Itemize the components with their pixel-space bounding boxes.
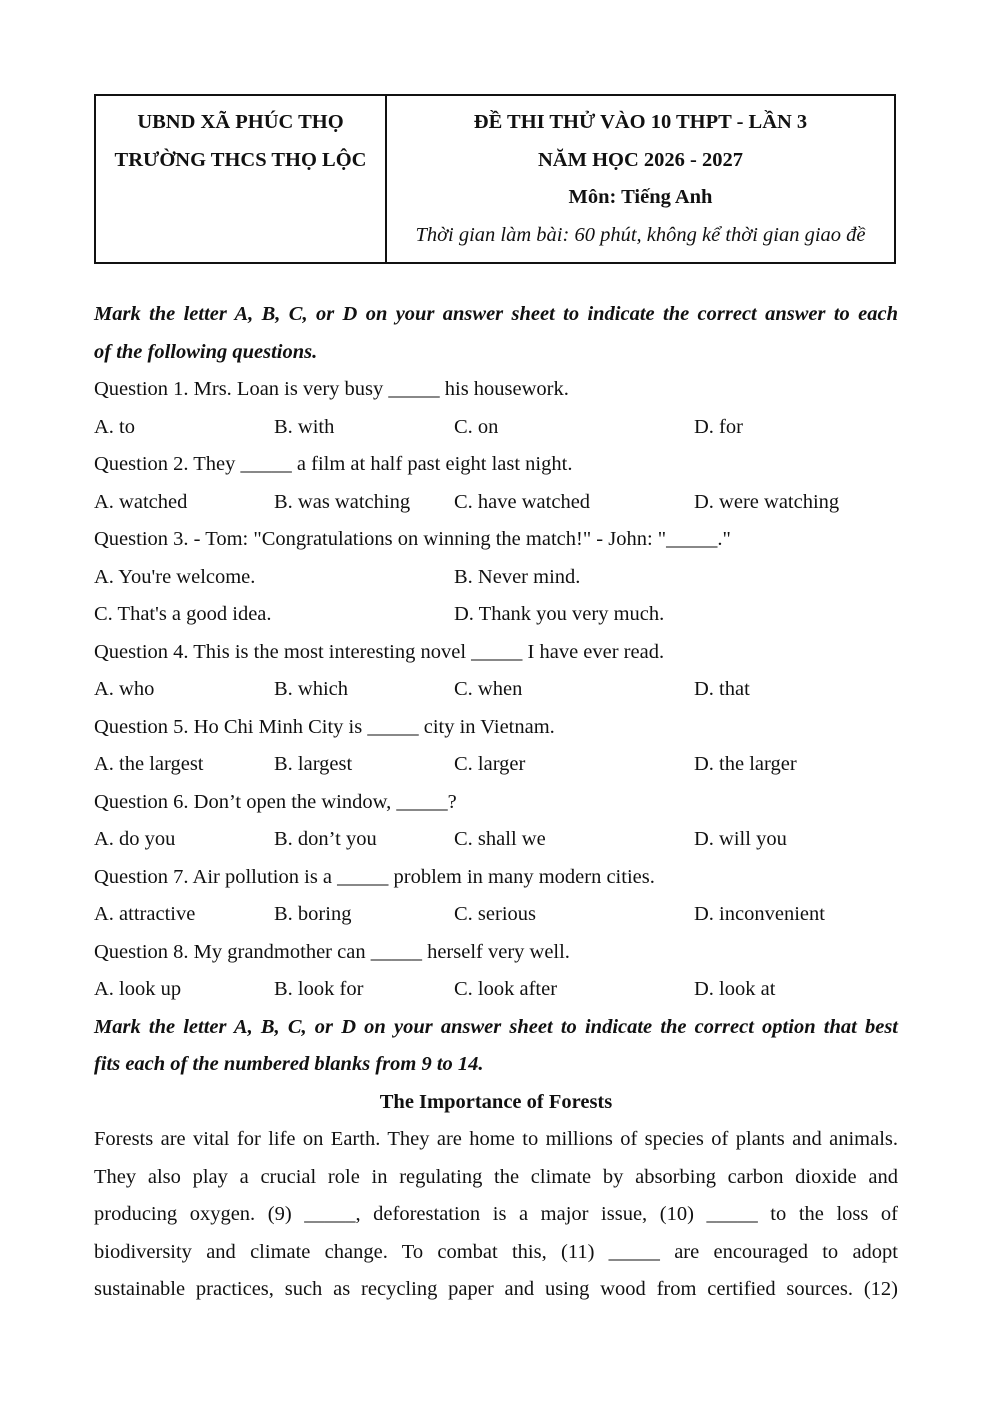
option-d: D. the larger bbox=[694, 753, 797, 775]
option-a: A. attractive bbox=[94, 903, 196, 925]
question-4: Question 4. This is the most interesting novel _____ I have ever read. bbox=[94, 640, 665, 663]
option-b: B. with bbox=[274, 415, 335, 438]
question-2: Question 2. They _____ a film at half past eight last night. bbox=[94, 453, 573, 475]
option-a: A. You're welcome. bbox=[94, 565, 256, 588]
school-year: NĂM HỌC 2026 - 2027 bbox=[538, 148, 743, 171]
option-c: C. have watched bbox=[454, 490, 591, 513]
option-d: D. for bbox=[694, 415, 743, 438]
subject: Môn: Tiếng Anh bbox=[568, 186, 713, 208]
option-c: C. when bbox=[454, 678, 523, 700]
exam-header bbox=[94, 94, 896, 264]
passage-line: producing oxygen. (9) _____, deforestation is a major issue, (10) _____ to the loss of bbox=[94, 1203, 898, 1225]
question-3-options-row1 bbox=[94, 559, 898, 597]
school-info bbox=[96, 96, 387, 262]
passage-line: Forests are vital for life on Earth. They are home to millions of species of plants and animals. bbox=[94, 1128, 898, 1150]
question-1-options bbox=[94, 409, 898, 447]
option-c: C. look after bbox=[454, 978, 558, 1000]
question-6: Question 6. Don’t open the window, _____? bbox=[94, 790, 457, 813]
exam-info bbox=[387, 96, 894, 262]
option-a: A. the largest bbox=[94, 753, 204, 775]
option-c: C. larger bbox=[454, 753, 526, 775]
question-3-options-row2 bbox=[94, 596, 898, 634]
question-7: Question 7. Air pollution is a _____ problem in many modern cities. bbox=[94, 865, 655, 888]
passage-title: The Importance of Forests bbox=[379, 1090, 613, 1113]
option-b: B. largest bbox=[274, 753, 353, 775]
option-a: A. who bbox=[94, 678, 155, 700]
option-d: D. will you bbox=[694, 828, 787, 850]
option-a: A. to bbox=[94, 415, 135, 438]
passage-line: sustainable practices, such as recycling paper and using wood from certified sources. (12) bbox=[94, 1278, 898, 1300]
question-4-options bbox=[94, 671, 898, 709]
question-6-options bbox=[94, 821, 898, 859]
question-5: Question 5. Ho Chi Minh City is _____ city in Vietnam. bbox=[94, 715, 555, 738]
option-b: B. which bbox=[274, 678, 349, 700]
question-8: Question 8. My grandmother can _____ herself very well. bbox=[94, 940, 570, 963]
exam-body bbox=[94, 296, 898, 1309]
option-b: B. look for bbox=[274, 978, 364, 1000]
option-a: A. watched bbox=[94, 490, 188, 513]
option-b: B. boring bbox=[274, 903, 352, 925]
option-c: C. on bbox=[454, 415, 499, 438]
passage-line: They also play a crucial role in regulating the climate by absorbing carbon dioxide and bbox=[94, 1165, 898, 1188]
section1-instruction-line2: of the following questions. bbox=[94, 340, 318, 363]
option-c: C. That's a good idea. bbox=[94, 603, 272, 625]
option-b: B. don’t you bbox=[274, 828, 377, 850]
option-b: B. was watching bbox=[274, 490, 411, 513]
question-8-options bbox=[94, 971, 898, 1009]
option-d: D. inconvenient bbox=[694, 903, 825, 925]
option-a: A. look up bbox=[94, 978, 182, 1000]
option-c: C. serious bbox=[454, 903, 536, 925]
question-2-options bbox=[94, 484, 898, 522]
section1-instruction-line1: Mark the letter A, B, C, or D on your answer sheet to indicate the correct answer to each bbox=[94, 303, 898, 325]
question-7-options bbox=[94, 896, 898, 934]
option-d: D. Thank you very much. bbox=[454, 603, 665, 625]
time-limit: Thời gian làm bài: 60 phút, không kể thời gian giao đề bbox=[415, 223, 866, 246]
question-3: Question 3. - Tom: "Congratulations on winning the match!" - John: "_____." bbox=[94, 528, 731, 550]
question-5-options bbox=[94, 746, 898, 784]
option-b: B. Never mind. bbox=[454, 565, 581, 588]
option-d: D. were watching bbox=[694, 490, 840, 513]
option-c: C. shall we bbox=[454, 828, 546, 850]
option-d: D. look at bbox=[694, 978, 776, 1000]
option-d: D. that bbox=[694, 678, 750, 700]
authority-name: UBND XÃ PHÚC THỌ bbox=[137, 111, 344, 133]
exam-title: ĐỀ THI THỬ VÀO 10 THPT - LẦN 3 bbox=[473, 111, 808, 133]
passage-line: biodiversity and climate change. To combat this, (11) _____ are encouraged to adopt bbox=[94, 1240, 898, 1263]
option-a: A. do you bbox=[94, 828, 176, 850]
section2-instruction-line2: fits each of the numbered blanks from 9 to 14. bbox=[94, 1053, 484, 1075]
section2-instruction-line1: Mark the letter A, B, C, or D on your answer sheet to indicate the correct option that best bbox=[94, 1015, 898, 1038]
question-1: Question 1. Mrs. Loan is very busy _____ his housework. bbox=[94, 378, 569, 400]
school-name: TRƯỜNG THCS THỌ LỘC bbox=[114, 148, 367, 171]
